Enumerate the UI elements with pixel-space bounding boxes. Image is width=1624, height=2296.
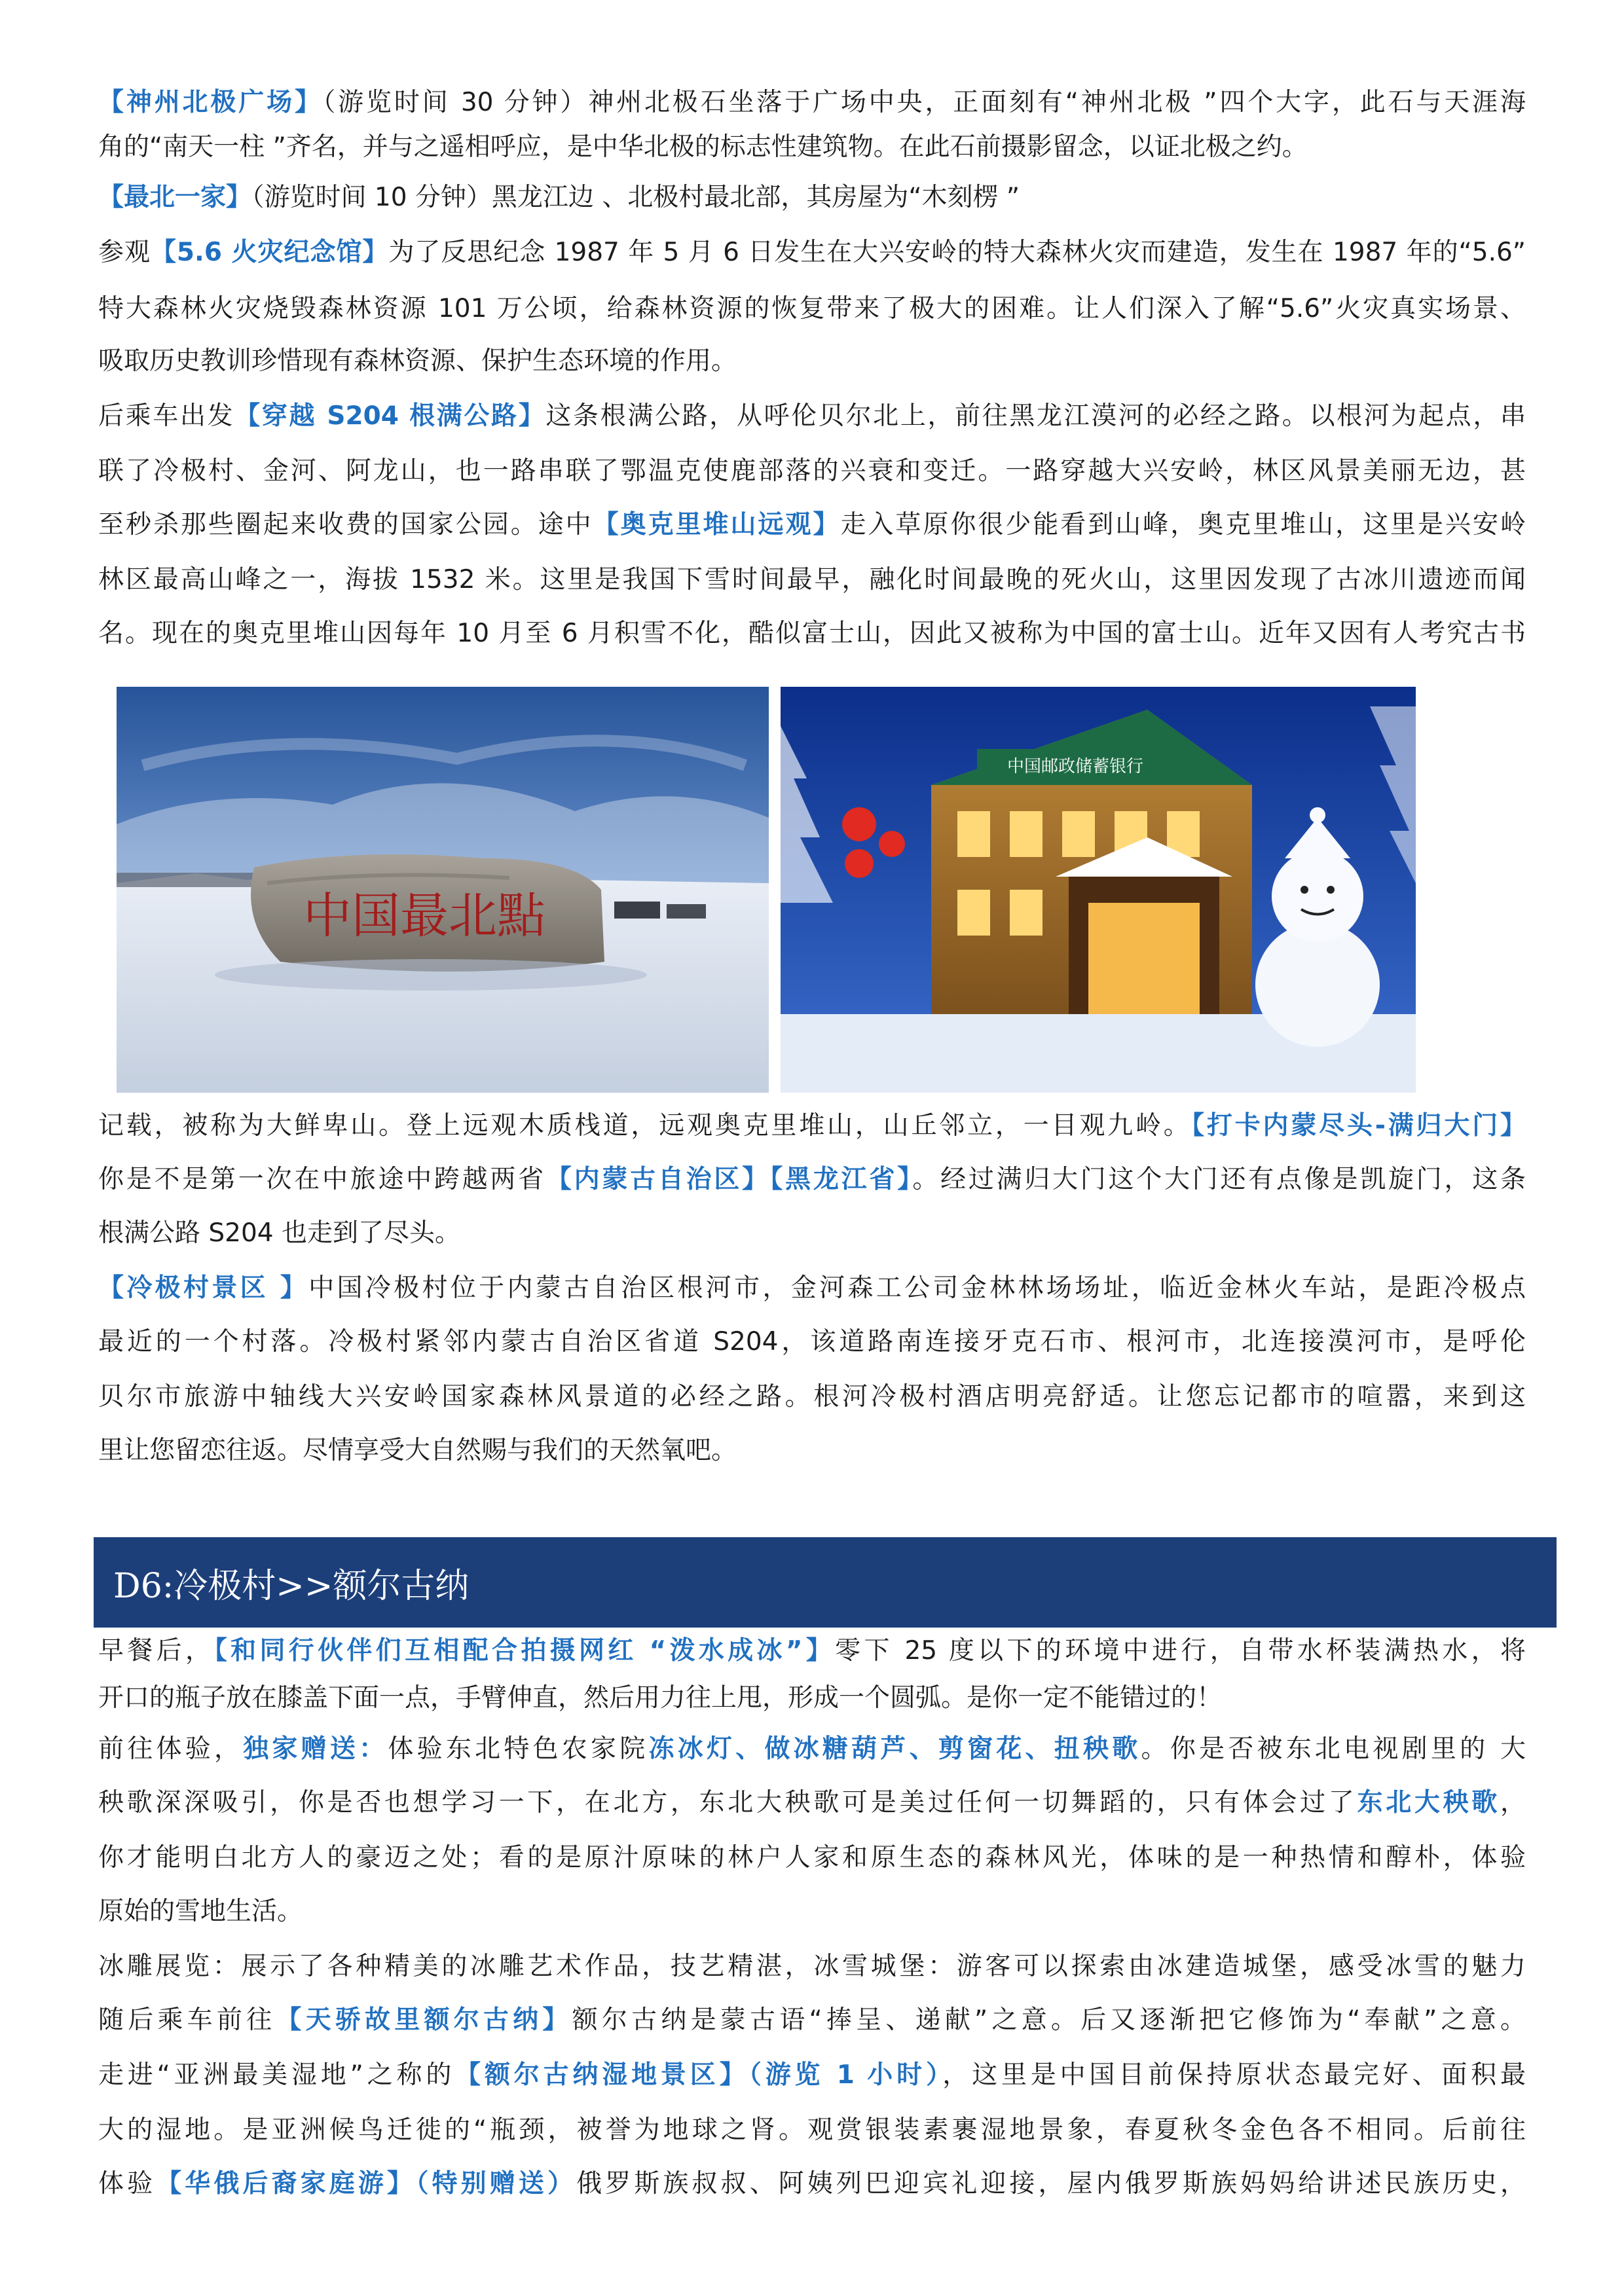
paragraph-line: 最近的一个村落。冷极村紧邻内蒙古自治区省道 S204，该道路南连接牙克石市、根河市，北连接漠河市，是呼伦 bbox=[98, 1327, 1526, 1357]
paragraph-line: 角的“南天一柱 ”齐名，并与之遥相呼应，是中华北极的标志性建筑物。在此石前摄影留念，以证北极之约。 bbox=[98, 132, 1308, 162]
paragraph-line: 冰雕展览：展示了各种精美的冰雕艺术作品，技艺精湛，冰雪城堡：游客可以探索由冰建造城堡，感受冰雪的魅力 bbox=[98, 1952, 1526, 1981]
activity-name: 东北大秧歌 bbox=[1357, 1788, 1500, 1817]
paragraph-line: 前往体验，独家赠送：体验东北特色农家院冻冰灯、做冰糖葫芦、剪窗花、扭秧歌。你是否被东北电视剧里的 大 bbox=[98, 1734, 1526, 1764]
spot-name: 【天骄故里额尔古纳】 bbox=[276, 2005, 572, 2035]
paragraph-line: 联了冷极村、金河、阿龙山，也一路串联了鄂温克使鹿部落的兴衰和变迁。一路穿越大兴安岭，林区风景美丽无边，甚 bbox=[98, 456, 1526, 486]
paragraph-line: 根满公路 S204 也走到了尽头。 bbox=[98, 1218, 460, 1248]
paragraph-line: 里让您留恋往返。尽情享受大自然赐与我们的天然氧吧。 bbox=[98, 1436, 737, 1465]
spot-name: 【华俄后裔家庭游】（特别赠送） bbox=[156, 2169, 577, 2198]
paragraph-line: 记载，被称为大鲜卑山。登上远观木质栈道，远观奥克里堆山，山丘邻立，一目观九岭。【打卡内蒙尽头-满归大门】 bbox=[98, 1111, 1526, 1140]
spot-name: 【内蒙古自治区】【黑龙江省】 bbox=[545, 1165, 913, 1194]
paragraph-line: 林区最高山峰之一，海拔 1532 米。这里是我国下雪时间最早，融化时间最晚的死火山，这里因发现了古冰川遗迹而闻 bbox=[98, 565, 1526, 594]
spot-name: 【最北一家】 bbox=[98, 183, 252, 212]
paragraph-line: 随后乘车前往【天骄故里额尔古纳】额尔古纳是蒙古语“捧呈、递献”之意。后又逐渐把它修饰为“奉献”之意。 bbox=[98, 2005, 1526, 2035]
stone-inscription: 中国最北點 bbox=[303, 888, 545, 944]
bank-sign: 中国邮政储蓄银行 bbox=[1006, 757, 1144, 776]
paragraph-line: 【冷极村景区 】中国冷极村位于内蒙古自治区根河市，金河森工公司金林林场场址，临近金林火车站，是距冷极点 bbox=[98, 1273, 1526, 1303]
day-banner bbox=[94, 1537, 1557, 1628]
spot-name: 【神州北极广场】 bbox=[98, 88, 323, 117]
paragraph-line: 秧歌深深吸引，你是否也想学习一下，在北方，东北大秧歌可是美过任何一切舞蹈的，只有体会过了东北大秧歌， bbox=[98, 1788, 1526, 1817]
spot-name: 【冷极村景区 】 bbox=[98, 1273, 309, 1303]
paragraph-line: 你才能明白北方人的豪迈之处；看的是原汁原味的林户人家和原生态的森林风光，体味的是一种热情和醇朴，体验 bbox=[98, 1843, 1526, 1872]
spot-name: 【穿越 S204 根满公路】 bbox=[234, 401, 546, 431]
paragraph-line: 特大森林火灾烧毁森林资源 101 万公顷，给森林资源的恢复带来了极大的困难。让人们深入了解“5.6”火灾真实场景、 bbox=[98, 294, 1526, 323]
paragraph-line: 名。现在的奥克里堆山因每年 10 月至 6 月积雪不化，酷似富士山，因此又被称为中国的富士山。近年又因有人考究古书 bbox=[98, 619, 1526, 648]
paragraph-line: 【神州北极广场】（游览时间 30 分钟）神州北极石坐落于广场中央，正面刻有“神州北极 ”四个大字，此石与天涯海 bbox=[98, 88, 1526, 117]
spot-name: 【奥克里堆山远观】 bbox=[593, 510, 841, 539]
photo-northern-post-bank bbox=[781, 687, 1416, 1093]
paragraph-line: 原始的雪地生活。 bbox=[98, 1897, 303, 1926]
spot-name: 【和同行伙伴们互相配合拍摄网红 “泼水成冰”】 bbox=[214, 1636, 836, 1666]
paragraph-line: 后乘车出发【穿越 S204 根满公路】这条根满公路，从呼伦贝尔北上，前往黑龙江漠河的必经之路。以根河为起点，串 bbox=[98, 401, 1526, 431]
paragraph-line: 大的湿地。是亚洲候鸟迁徙的“瓶颈，被誉为地球之肾。观赏银装素裹湿地景象，春夏秋冬金色各不相同。后前往 bbox=[98, 2115, 1526, 2145]
spot-name: 【打卡内蒙尽头-满归大门】 bbox=[1191, 1111, 1526, 1140]
paragraph-line: 参观【5.6 火灾纪念馆】为了反思纪念 1987 年 5 月 6 日发生在大兴安岭的特大森林火灾而建造，发生在 1987 年的“5.6” bbox=[98, 238, 1526, 267]
spot-name: 【5.6 火灾纪念馆】 bbox=[150, 238, 389, 267]
paragraph-line: 【最北一家】（游览时间 10 分钟）黑龙江边 、北极村最北部，其房屋为“木刻楞 ” bbox=[98, 183, 1020, 212]
activity-list: 冻冰灯、做冰糖葫芦、剪窗花、扭秧歌 bbox=[648, 1734, 1141, 1764]
day-title: D6:冷极村>>额尔古纳 bbox=[113, 1566, 470, 1606]
paragraph-line: 至秒杀那些圈起来收费的国家公园。途中【奥克里堆山远观】走入草原你很少能看到山峰，奥克里堆山，这里是兴安岭 bbox=[98, 510, 1526, 539]
photo-china-northernmost-stone bbox=[117, 687, 769, 1093]
paragraph-line: 早餐后，【和同行伙伴们互相配合拍摄网红 “泼水成冰”】零下 25 度以下的环境中进行，自带水杯装满热水，将 bbox=[98, 1636, 1526, 1666]
spot-name: 【额尔古纳湿地景区】（游览 1 小时） bbox=[455, 2060, 943, 2090]
paragraph-line: 体验【华俄后裔家庭游】（特别赠送）俄罗斯族叔叔、阿姨列巴迎宾礼迎接，屋内俄罗斯族妈妈给讲述民族历史， bbox=[98, 2169, 1526, 2198]
gift-label: 独家赠送： bbox=[243, 1734, 388, 1764]
paragraph-line: 你是不是第一次在中旅途中跨越两省【内蒙古自治区】【黑龙江省】。经过满归大门这个大门还有点像是凯旋门，这条 bbox=[98, 1165, 1526, 1194]
paragraph-line: 开口的瓶子放在膝盖下面一点，手臂伸直，然后用力往上甩，形成一个圆弧。是你一定不能错过的！ bbox=[98, 1683, 1223, 1713]
paragraph-line: 贝尔市旅游中轴线大兴安岭国家森林风景道的必经之路。根河冷极村酒店明亮舒适。让您忘记都市的喧嚣，来到这 bbox=[98, 1382, 1526, 1412]
paragraph-line: 吸取历史教训珍惜现有森林资源、保护生态环境的作用。 bbox=[98, 346, 737, 376]
paragraph-line: 走进“亚洲最美湿地”之称的【额尔古纳湿地景区】（游览 1 小时），这里是中国目前保持原状态最完好、面积最 bbox=[98, 2060, 1526, 2090]
